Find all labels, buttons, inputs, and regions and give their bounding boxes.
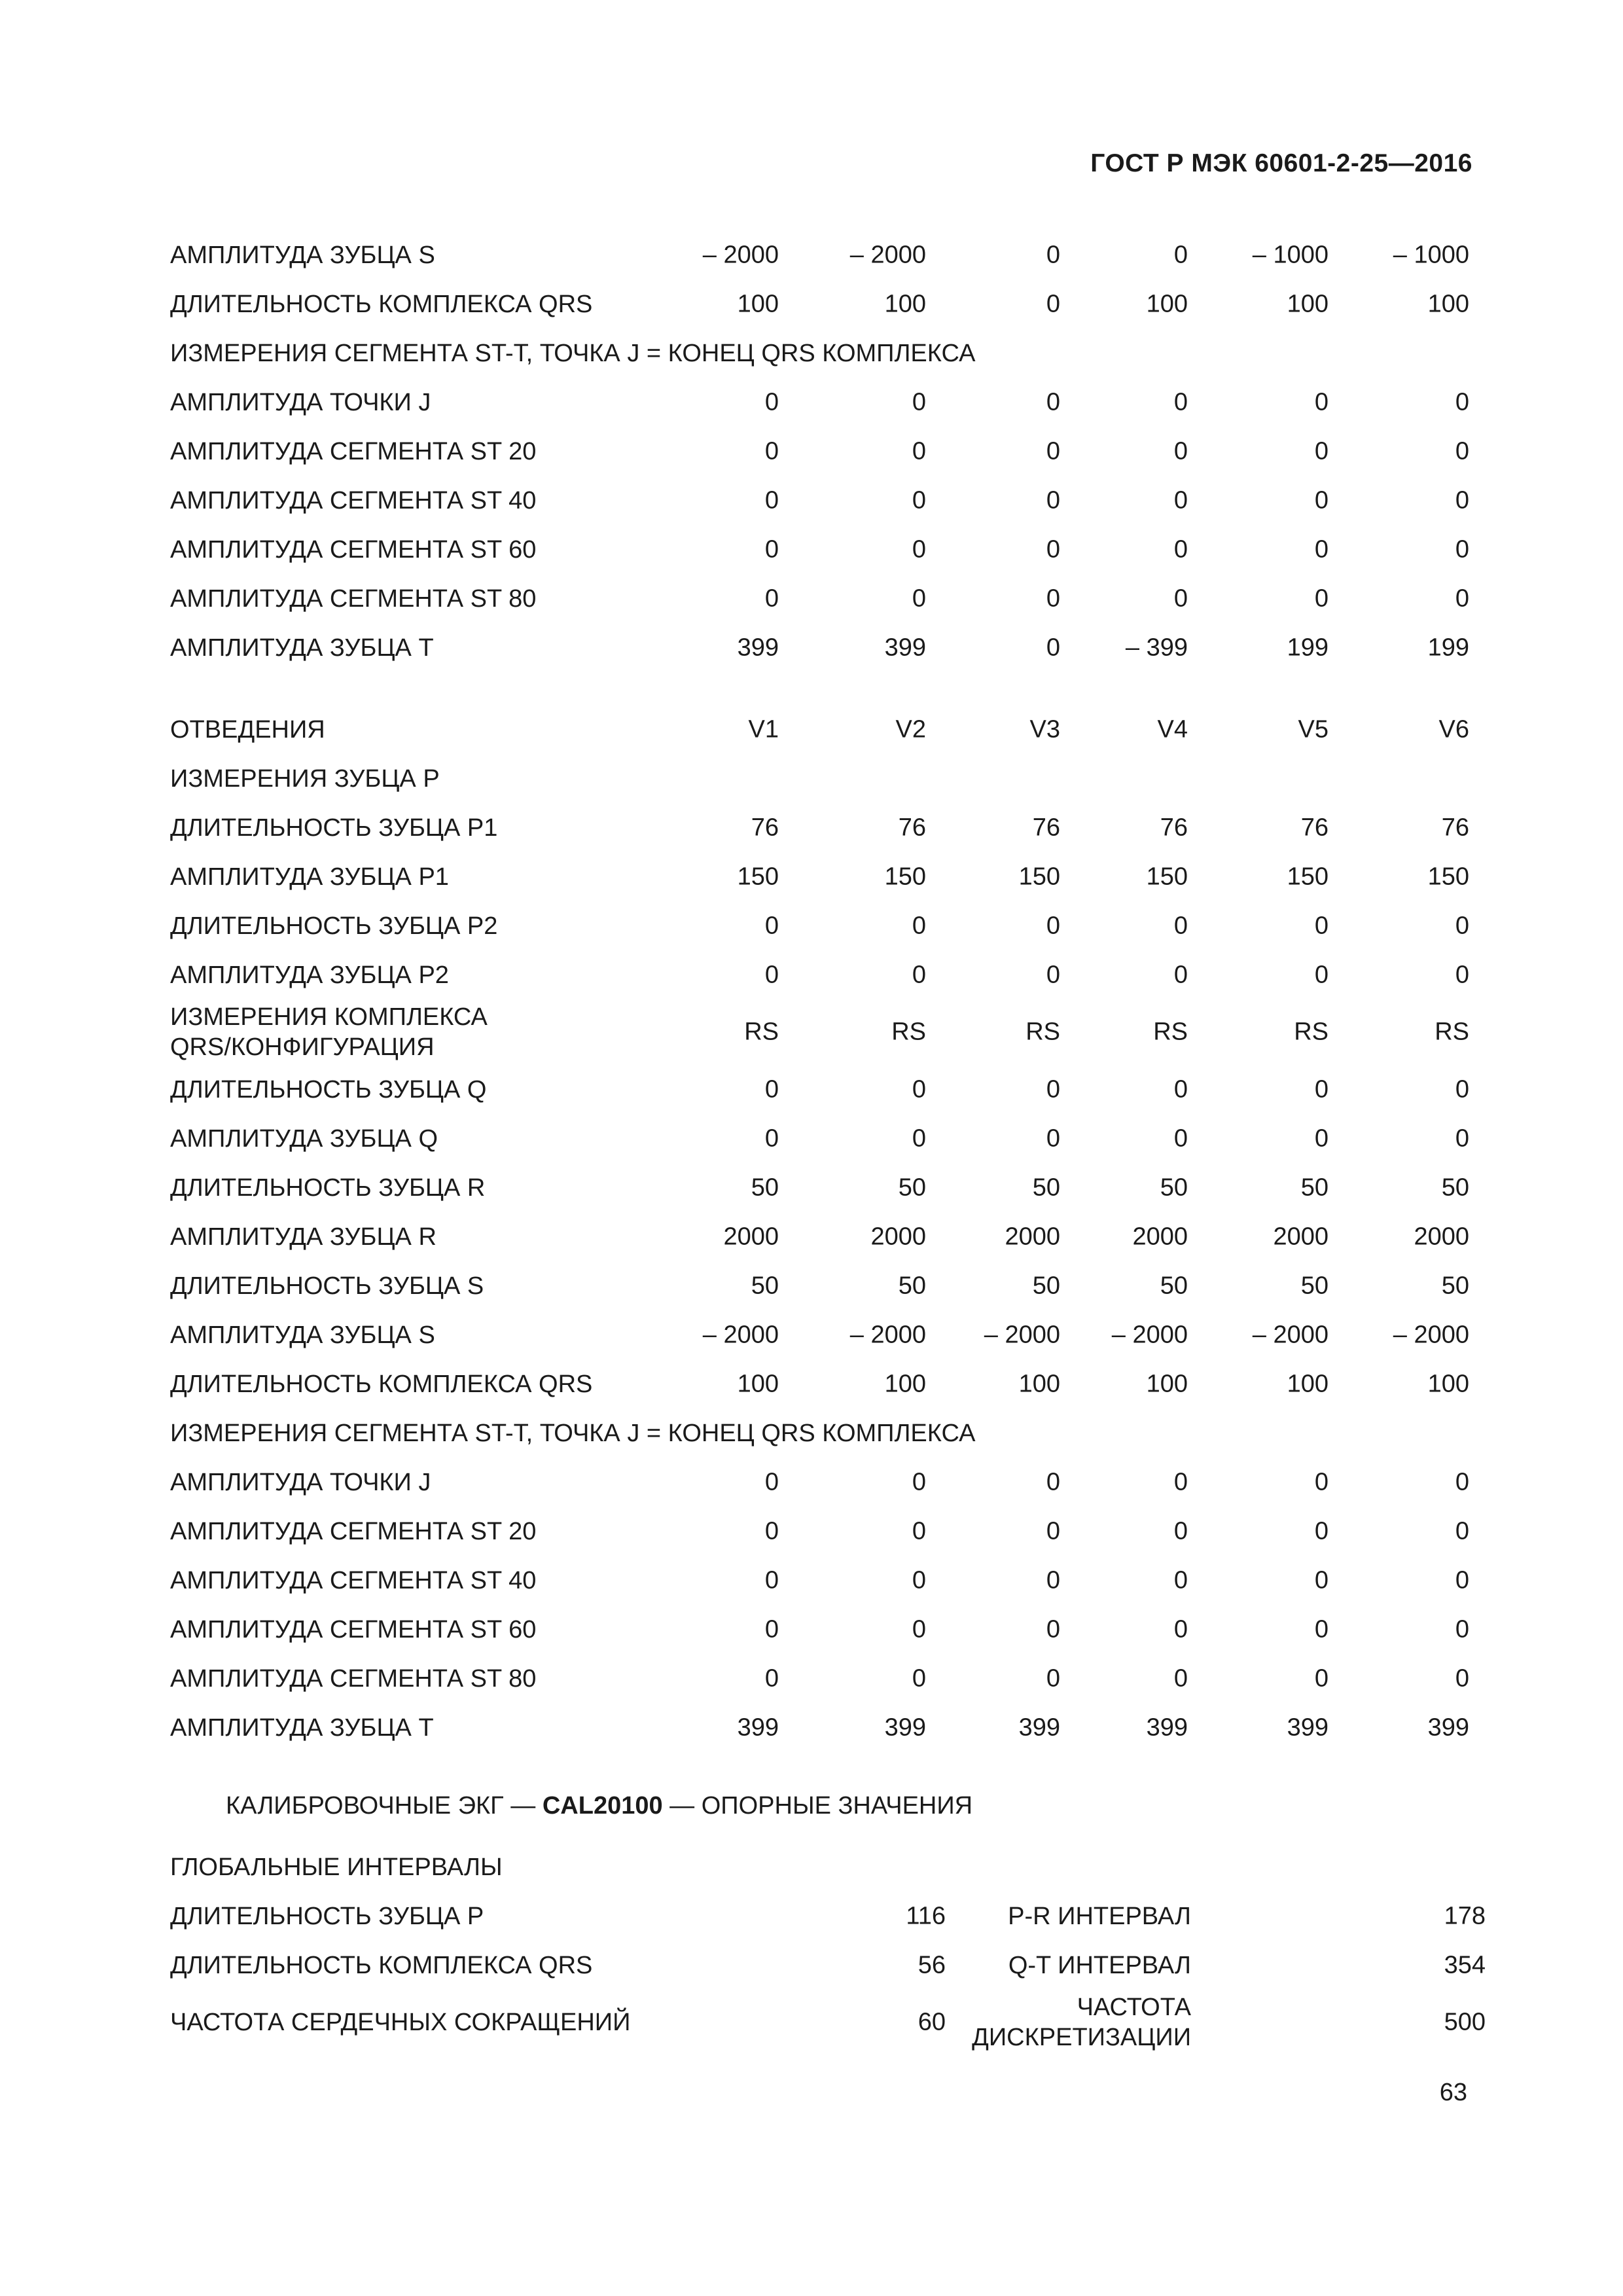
cell-value: – 2000 [702, 1321, 779, 1348]
cell-value: 0 [1314, 1468, 1329, 1496]
cell-value: 0 [1455, 1075, 1469, 1103]
cell-value: 399 [884, 1713, 926, 1741]
cell-value: 76 [751, 814, 779, 841]
interval-label-2: Q-T ИНТЕРВАЛ [1008, 1951, 1191, 1979]
cell-value: 50 [1300, 1272, 1329, 1299]
cell-value: 0 [1046, 241, 1060, 268]
cell-value: 0 [1046, 290, 1060, 317]
table-row [170, 1458, 1469, 1507]
cell-value: 0 [1314, 961, 1329, 988]
row-label: АМПЛИТУДА СЕГМЕНТА ST 20 [170, 1517, 537, 1545]
interval-value: 56 [918, 1951, 946, 1979]
cell-value: 0 [1173, 912, 1188, 939]
cell-value: 2000 [1414, 1223, 1469, 1250]
row-label: АМПЛИТУДА СЕГМЕНТА ST 80 [170, 584, 537, 613]
cell-value: 50 [1032, 1174, 1060, 1201]
cell-value: 150 [1287, 863, 1329, 890]
cell-value: 2000 [723, 1223, 779, 1250]
interval-label: ЧАСТОТА СЕРДЕЧНЫХ СОКРАЩЕНИЙ [170, 2009, 631, 2036]
cell-value: 399 [737, 1713, 779, 1741]
cell-value: 50 [1441, 1174, 1469, 1201]
cell-value: 0 [1173, 961, 1188, 988]
interval-label: ДЛИТЕЛЬНОСТЬ КОМПЛЕКСА QRS [170, 1951, 593, 1979]
calibration-title-code: CAL20100 [542, 1792, 663, 1820]
cell-value: 50 [1441, 1272, 1469, 1299]
cell-value: 0 [1173, 388, 1188, 416]
cell-value: 0 [1046, 1468, 1060, 1496]
table-row [170, 230, 1469, 279]
interval-value: 60 [918, 2008, 946, 2036]
cell-value: 0 [1314, 912, 1329, 939]
cell-value: RS [744, 1018, 779, 1046]
cell-value: 0 [1173, 1075, 1188, 1103]
cell-value: 0 [1173, 535, 1188, 563]
interval-label: ДЛИТЕЛЬНОСТЬ ЗУБЦА P [170, 1902, 484, 1930]
cell-value: 2000 [870, 1223, 926, 1250]
cell-value: 0 [912, 1664, 926, 1692]
cell-value: 0 [1314, 1517, 1329, 1545]
row-label: АМПЛИТУДА СЕГМЕНТА ST 40 [170, 1566, 537, 1594]
cell-value: V2 [895, 715, 926, 743]
cell-value: 0 [764, 1124, 779, 1152]
cell-value: 0 [1173, 1517, 1188, 1545]
cell-value: 150 [1146, 863, 1188, 890]
cell-value: 0 [1046, 535, 1060, 563]
cell-value: 0 [912, 912, 926, 939]
cell-value: 76 [1032, 814, 1060, 841]
cell-value: 0 [1455, 1468, 1469, 1496]
cell-value: 50 [1160, 1174, 1188, 1201]
cell-value: 0 [912, 535, 926, 563]
interval-value-2: 178 [1444, 1902, 1486, 1929]
cell-value: 0 [912, 1468, 926, 1496]
cell-value: 0 [912, 388, 926, 416]
measurements-table-b [170, 705, 1469, 1752]
cell-value: 100 [1146, 1370, 1188, 1397]
cell-value: 100 [1287, 290, 1329, 317]
cell-value: 0 [764, 912, 779, 939]
cell-value: 0 [912, 437, 926, 465]
row-label: АМПЛИТУДА ЗУБЦА P2 [170, 961, 449, 989]
row-label: ОТВЕДЕНИЯ [170, 715, 325, 744]
table-row [170, 1654, 1469, 1703]
cell-value: 2000 [1273, 1223, 1329, 1250]
cell-value: 0 [764, 961, 779, 988]
cell-value: – 399 [1125, 634, 1188, 661]
interval-value-2: 354 [1444, 1951, 1486, 1979]
cell-value: 0 [1046, 437, 1060, 465]
table-row [170, 705, 1469, 754]
cell-value: V4 [1157, 715, 1188, 743]
table-row [170, 803, 1469, 852]
cell-value: 0 [912, 1075, 926, 1103]
row-label: ДЛИТЕЛЬНОСТЬ ЗУБЦА S [170, 1272, 484, 1300]
cell-value: 0 [1046, 1615, 1060, 1643]
table-row [170, 999, 1469, 1065]
cell-value: – 2000 [849, 1321, 926, 1348]
cell-value: 0 [912, 961, 926, 988]
table-row [170, 1065, 1469, 1114]
cell-value: 0 [1173, 1566, 1188, 1594]
table-row [170, 329, 1466, 378]
row-label: АМПЛИТУДА ЗУБЦА T [170, 634, 434, 662]
cell-value: 0 [1455, 437, 1469, 465]
cell-value: 50 [1032, 1272, 1060, 1299]
interval-row [170, 1892, 1486, 1941]
calibration-title [226, 1792, 972, 1820]
table-row [170, 1114, 1469, 1163]
row-label: АМПЛИТУДА ЗУБЦА P1 [170, 863, 449, 891]
cell-value: 399 [1427, 1713, 1469, 1741]
cell-value: 0 [1173, 1124, 1188, 1152]
cell-value: 0 [1046, 388, 1060, 416]
table-row [170, 476, 1469, 525]
cell-value: 0 [1046, 634, 1060, 661]
cell-value: – 2000 [1111, 1321, 1188, 1348]
cell-value: 0 [1455, 961, 1469, 988]
interval-row [170, 1941, 1486, 1990]
interval-label-2: P-R ИНТЕРВАЛ [1008, 1902, 1191, 1930]
cell-value: – 2000 [1393, 1321, 1469, 1348]
cell-value: 0 [1173, 1468, 1188, 1496]
cell-value: 0 [1046, 584, 1060, 612]
cell-value: 0 [1455, 1566, 1469, 1594]
cell-value: 0 [764, 388, 779, 416]
measurements-table-a [170, 230, 1469, 672]
cell-value: 0 [1046, 486, 1060, 514]
interval-label-2: ЧАСТОТА ДИСКРЕТИЗАЦИИ [972, 1994, 1191, 2051]
row-label: АМПЛИТУДА ЗУБЦА S [170, 241, 435, 269]
row-label: АМПЛИТУДА ЗУБЦА Q [170, 1124, 438, 1153]
row-label: АМПЛИТУДА СЕГМЕНТА ST 40 [170, 486, 537, 514]
table-row [170, 378, 1469, 427]
cell-value: 150 [1427, 863, 1469, 890]
cell-value: 0 [1455, 535, 1469, 563]
cell-value: V3 [1029, 715, 1060, 743]
cell-value: 0 [1046, 912, 1060, 939]
cell-value: 0 [1173, 1664, 1188, 1692]
cell-value: 100 [884, 290, 926, 317]
table-row [170, 1605, 1469, 1654]
cell-value: 0 [1455, 1664, 1469, 1692]
cell-value: 100 [884, 1370, 926, 1397]
cell-value: 0 [1314, 535, 1329, 563]
table-row [170, 1359, 1469, 1408]
cell-value: 50 [751, 1174, 779, 1201]
cell-value: 0 [764, 1664, 779, 1692]
cell-value: 100 [1427, 1370, 1469, 1397]
cell-value: 100 [1146, 290, 1188, 317]
cell-value: 399 [1146, 1713, 1188, 1741]
cell-value: 100 [1287, 1370, 1329, 1397]
cell-value: 0 [1046, 1075, 1060, 1103]
cell-value: 0 [1455, 1517, 1469, 1545]
table-row [170, 525, 1469, 574]
cell-value: RS [1153, 1018, 1188, 1046]
cell-value: 150 [1018, 863, 1060, 890]
cell-value: 0 [1173, 241, 1188, 268]
cell-value: 76 [1300, 814, 1329, 841]
cell-value: 50 [751, 1272, 779, 1299]
cell-value: 0 [1173, 437, 1188, 465]
cell-value: 150 [737, 863, 779, 890]
cell-value: 0 [1455, 486, 1469, 514]
table-row [170, 623, 1469, 672]
cell-value: 0 [912, 1615, 926, 1643]
cell-value: V6 [1438, 715, 1469, 743]
cell-value: 0 [1173, 584, 1188, 612]
calibration-title-prefix: КАЛИБРОВОЧНЫЕ ЭКГ — [226, 1792, 543, 1820]
cell-value: 0 [1173, 486, 1188, 514]
cell-value: 0 [1046, 1517, 1060, 1545]
row-label: ДЛИТЕЛЬНОСТЬ ЗУБЦА P2 [170, 912, 498, 940]
row-label: ДЛИТЕЛЬНОСТЬ ЗУБЦА R [170, 1174, 486, 1202]
table-row [170, 901, 1469, 950]
row-label: АМПЛИТУДА ТОЧКИ J [170, 388, 431, 416]
row-label: ДЛИТЕЛЬНОСТЬ ЗУБЦА Q [170, 1075, 487, 1103]
cell-value: 0 [912, 486, 926, 514]
cell-value: 100 [1018, 1370, 1060, 1397]
row-label: АМПЛИТУДА СЕГМЕНТА ST 80 [170, 1664, 537, 1693]
row-label: АМПЛИТУДА ТОЧКИ J [170, 1468, 431, 1496]
table-row [170, 574, 1469, 623]
table-row [170, 1556, 1469, 1605]
cell-value: 50 [1160, 1272, 1188, 1299]
cell-value: 0 [1314, 1075, 1329, 1103]
table-row [170, 1408, 1466, 1458]
interval-value-2: 500 [1444, 2008, 1486, 2036]
cell-value: 0 [1314, 486, 1329, 514]
cell-value: 0 [1455, 584, 1469, 612]
cell-value: 0 [1455, 1124, 1469, 1152]
cell-value: 150 [884, 863, 926, 890]
global-intervals-heading-row [170, 1842, 1466, 1892]
table-row [170, 1163, 1469, 1212]
cell-value: 100 [1427, 290, 1469, 317]
cell-value: 0 [764, 1075, 779, 1103]
table-row [170, 1212, 1469, 1261]
cell-value: – 1000 [1393, 241, 1469, 268]
cell-value: 0 [764, 1517, 779, 1545]
cell-value: 100 [737, 290, 779, 317]
row-label: АМПЛИТУДА СЕГМЕНТА ST 60 [170, 535, 537, 564]
cell-value: 0 [764, 584, 779, 612]
cell-value: 0 [1173, 1615, 1188, 1643]
page-number: 63 [1439, 2079, 1467, 2106]
table-row [170, 754, 1466, 803]
row-label: АМПЛИТУДА СЕГМЕНТА ST 20 [170, 437, 537, 465]
cell-value: V5 [1298, 715, 1329, 743]
cell-value: 50 [898, 1174, 926, 1201]
row-label: ИЗМЕРЕНИЯ КОМПЛЕКСА QRS/КОНФИГУРАЦИЯ [170, 1003, 488, 1061]
cell-value: 0 [764, 486, 779, 514]
cell-value: 399 [1287, 1713, 1329, 1741]
cell-value: RS [891, 1018, 926, 1046]
cell-value: 0 [1046, 961, 1060, 988]
cell-value: 0 [912, 584, 926, 612]
cell-value: 199 [1287, 634, 1329, 661]
row-label: ИЗМЕРЕНИЯ СЕГМЕНТА ST-T, ТОЧКА J = КОНЕЦ QRS КОМПЛЕКСА [170, 339, 976, 367]
document-code: ГОСТ Р МЭК 60601-2-25—2016 [1090, 149, 1472, 177]
cell-value: 0 [764, 437, 779, 465]
row-label: АМПЛИТУДА ЗУБЦА S [170, 1321, 435, 1349]
cell-value: 50 [898, 1272, 926, 1299]
cell-value: RS [1435, 1018, 1469, 1046]
table-row [170, 427, 1469, 476]
row-label: ИЗМЕРЕНИЯ ЗУБЦА P [170, 764, 440, 793]
cell-value: 50 [1300, 1174, 1329, 1201]
cell-value: 399 [884, 634, 926, 661]
cell-value: 0 [1455, 912, 1469, 939]
cell-value: 0 [1455, 388, 1469, 416]
cell-value: 0 [1314, 584, 1329, 612]
cell-value: RS [1026, 1018, 1060, 1046]
row-label: ДЛИТЕЛЬНОСТЬ КОМПЛЕКСА QRS [170, 1370, 593, 1398]
row-label: ИЗМЕРЕНИЯ СЕГМЕНТА ST-T, ТОЧКА J = КОНЕЦ QRS КОМПЛЕКСА [170, 1419, 976, 1447]
row-label: АМПЛИТУДА ЗУБЦА T [170, 1713, 434, 1742]
interval-value: 116 [906, 1902, 946, 1929]
cell-value: 399 [737, 634, 779, 661]
cell-value: 0 [764, 535, 779, 563]
global-intervals-heading: ГЛОБАЛЬНЫЕ ИНТЕРВАЛЫ [170, 1853, 503, 1881]
interval-row [170, 1990, 1486, 2055]
cell-value: – 2000 [1252, 1321, 1329, 1348]
row-label: АМПЛИТУДА СЕГМЕНТА ST 60 [170, 1615, 537, 1643]
cell-value: 0 [764, 1615, 779, 1643]
cell-value: 0 [1314, 1566, 1329, 1594]
cell-value: RS [1294, 1018, 1329, 1046]
cell-value: 0 [764, 1566, 779, 1594]
cell-value: 0 [1314, 388, 1329, 416]
cell-value: 0 [912, 1124, 926, 1152]
cell-value: 76 [898, 814, 926, 841]
cell-value: 199 [1427, 634, 1469, 661]
table-row [170, 1703, 1469, 1752]
cell-value: 100 [737, 1370, 779, 1397]
cell-value: 0 [1314, 1124, 1329, 1152]
table-row [170, 852, 1469, 901]
cell-value: 0 [764, 1468, 779, 1496]
cell-value: 0 [1046, 1566, 1060, 1594]
cell-value: – 2000 [849, 241, 926, 268]
cell-value: 76 [1160, 814, 1188, 841]
cell-value: – 2000 [984, 1321, 1060, 1348]
table-row [170, 1310, 1469, 1359]
cell-value: – 2000 [702, 241, 779, 268]
row-label: АМПЛИТУДА ЗУБЦА R [170, 1223, 437, 1251]
cell-value: 0 [1046, 1124, 1060, 1152]
cell-value: V1 [748, 715, 779, 743]
cell-value: 0 [1314, 1664, 1329, 1692]
row-label: ДЛИТЕЛЬНОСТЬ КОМПЛЕКСА QRS [170, 290, 593, 318]
cell-value: 0 [912, 1566, 926, 1594]
cell-value: – 1000 [1252, 241, 1329, 268]
cell-value: 0 [1046, 1664, 1060, 1692]
table-row [170, 950, 1469, 999]
cell-value: 399 [1018, 1713, 1060, 1741]
calibration-title-suffix: — ОПОРНЫЕ ЗНАЧЕНИЯ [662, 1792, 973, 1820]
cell-value: 2000 [1132, 1223, 1188, 1250]
table-row [170, 1261, 1469, 1310]
row-label: ДЛИТЕЛЬНОСТЬ ЗУБЦА P1 [170, 814, 498, 842]
cell-value: 0 [1314, 437, 1329, 465]
cell-value: 0 [1455, 1615, 1469, 1643]
cell-value: 2000 [1005, 1223, 1060, 1250]
cell-value: 0 [1314, 1615, 1329, 1643]
table-row [170, 279, 1469, 329]
cell-value: 0 [912, 1517, 926, 1545]
cell-value: 76 [1441, 814, 1469, 841]
global-intervals-table [170, 1842, 1486, 2055]
table-row [170, 1507, 1469, 1556]
